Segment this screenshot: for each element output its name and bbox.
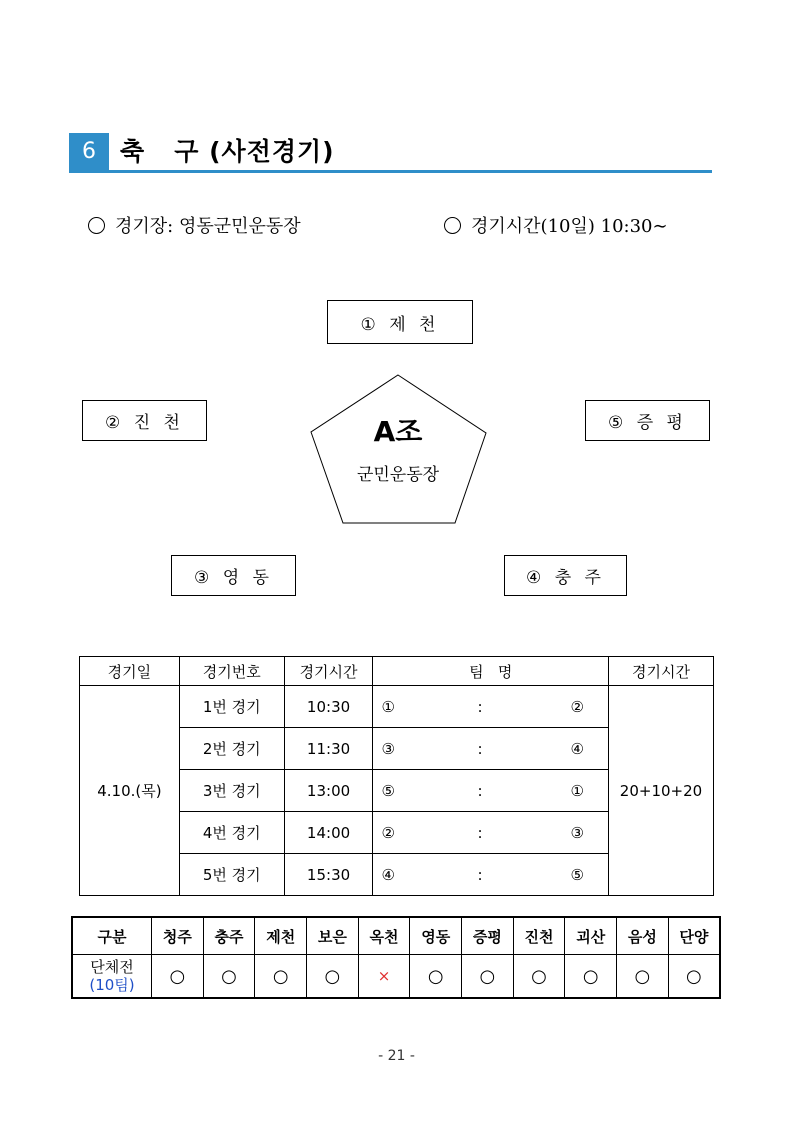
header-city: 음성 — [617, 917, 669, 955]
header-city: 진천 — [513, 917, 565, 955]
match-teams — [373, 854, 609, 896]
match-teams — [373, 728, 609, 770]
match-number: 1번 경기 — [179, 686, 284, 728]
participation-mark: ○ — [152, 955, 204, 999]
team-separator: : — [477, 697, 483, 716]
header-city: 괴산 — [565, 917, 617, 955]
match-number: 5번 경기 — [179, 854, 284, 896]
participation-mark: ○ — [410, 955, 462, 999]
row-sublabel: (10팀) — [89, 976, 135, 994]
group-venue: 군민운동장 — [356, 465, 440, 485]
header-city: 충주 — [203, 917, 255, 955]
match-teams — [373, 812, 609, 854]
schedule-table — [79, 656, 714, 896]
venue-text: 경기장: 영동군민운동장 — [115, 216, 301, 237]
team-separator: : — [477, 865, 483, 884]
header-duration: 경기시간 — [609, 657, 714, 686]
section-number: 6 — [69, 133, 109, 171]
match-time: 10:30 — [284, 686, 373, 728]
team-separator: : — [477, 823, 483, 842]
header-city: 옥천 — [358, 917, 410, 955]
home-team: ④ — [381, 865, 395, 884]
team-label: ② 진 천 — [105, 413, 184, 433]
participation-header-row — [72, 917, 720, 955]
match-date: 4.10.(목) — [80, 686, 180, 896]
participation-cross-mark: × — [358, 955, 410, 999]
group-label — [318, 410, 478, 485]
participation-mark: ○ — [617, 955, 669, 999]
participation-mark: ○ — [203, 955, 255, 999]
team-label: ④ 충 주 — [526, 568, 605, 588]
away-team: ⑤ — [570, 865, 584, 884]
team-label: ① 제 천 — [360, 314, 440, 335]
header-city: 영동 — [410, 917, 462, 955]
header-city: 청주 — [152, 917, 204, 955]
match-duration: 20+10+20 — [609, 686, 714, 896]
team-separator: : — [477, 781, 483, 800]
participation-mark: ○ — [668, 955, 720, 999]
participation-row — [72, 955, 720, 999]
team-label: ③ 영 동 — [194, 568, 273, 588]
header-date: 경기일 — [80, 657, 180, 686]
row-label-cell — [72, 955, 152, 999]
match-number: 3번 경기 — [179, 770, 284, 812]
away-team: ④ — [570, 739, 584, 758]
team-label: ⑤ 증 평 — [608, 413, 687, 433]
header-teams: 팀 명 — [373, 657, 609, 686]
match-time: 13:00 — [284, 770, 373, 812]
header-match-no: 경기번호 — [179, 657, 284, 686]
page-number: - 21 - — [378, 1048, 415, 1064]
row-label: 단체전 — [90, 958, 134, 976]
participation-mark: ○ — [307, 955, 359, 999]
team-separator: : — [477, 739, 483, 758]
home-team: ⑤ — [381, 781, 395, 800]
match-teams — [373, 770, 609, 812]
header-city: 보은 — [307, 917, 359, 955]
header-city: 증평 — [462, 917, 514, 955]
participation-table — [71, 916, 721, 999]
match-number: 4번 경기 — [179, 812, 284, 854]
participation-mark: ○ — [255, 955, 307, 999]
home-team: ② — [381, 823, 395, 842]
header-city: 단양 — [668, 917, 720, 955]
section-title: 축 구 (사전경기) — [120, 137, 335, 166]
header-category: 구분 — [72, 917, 152, 955]
header-time: 경기시간 — [284, 657, 373, 686]
participation-mark: ○ — [513, 955, 565, 999]
away-team: ② — [570, 697, 584, 716]
match-time: 15:30 — [284, 854, 373, 896]
home-team: ③ — [381, 739, 395, 758]
away-team: ① — [570, 781, 584, 800]
participation-mark: ○ — [462, 955, 514, 999]
match-time: 11:30 — [284, 728, 373, 770]
match-time: 14:00 — [284, 812, 373, 854]
match-number: 2번 경기 — [179, 728, 284, 770]
match-teams — [373, 686, 609, 728]
header-city: 제천 — [255, 917, 307, 955]
group-name: A조 — [373, 415, 423, 448]
time-text: 경기시간(10일) 10:30∼ — [471, 216, 668, 237]
participation-mark: ○ — [565, 955, 617, 999]
away-team: ③ — [570, 823, 584, 842]
table-row — [80, 686, 714, 728]
home-team: ① — [381, 697, 395, 716]
